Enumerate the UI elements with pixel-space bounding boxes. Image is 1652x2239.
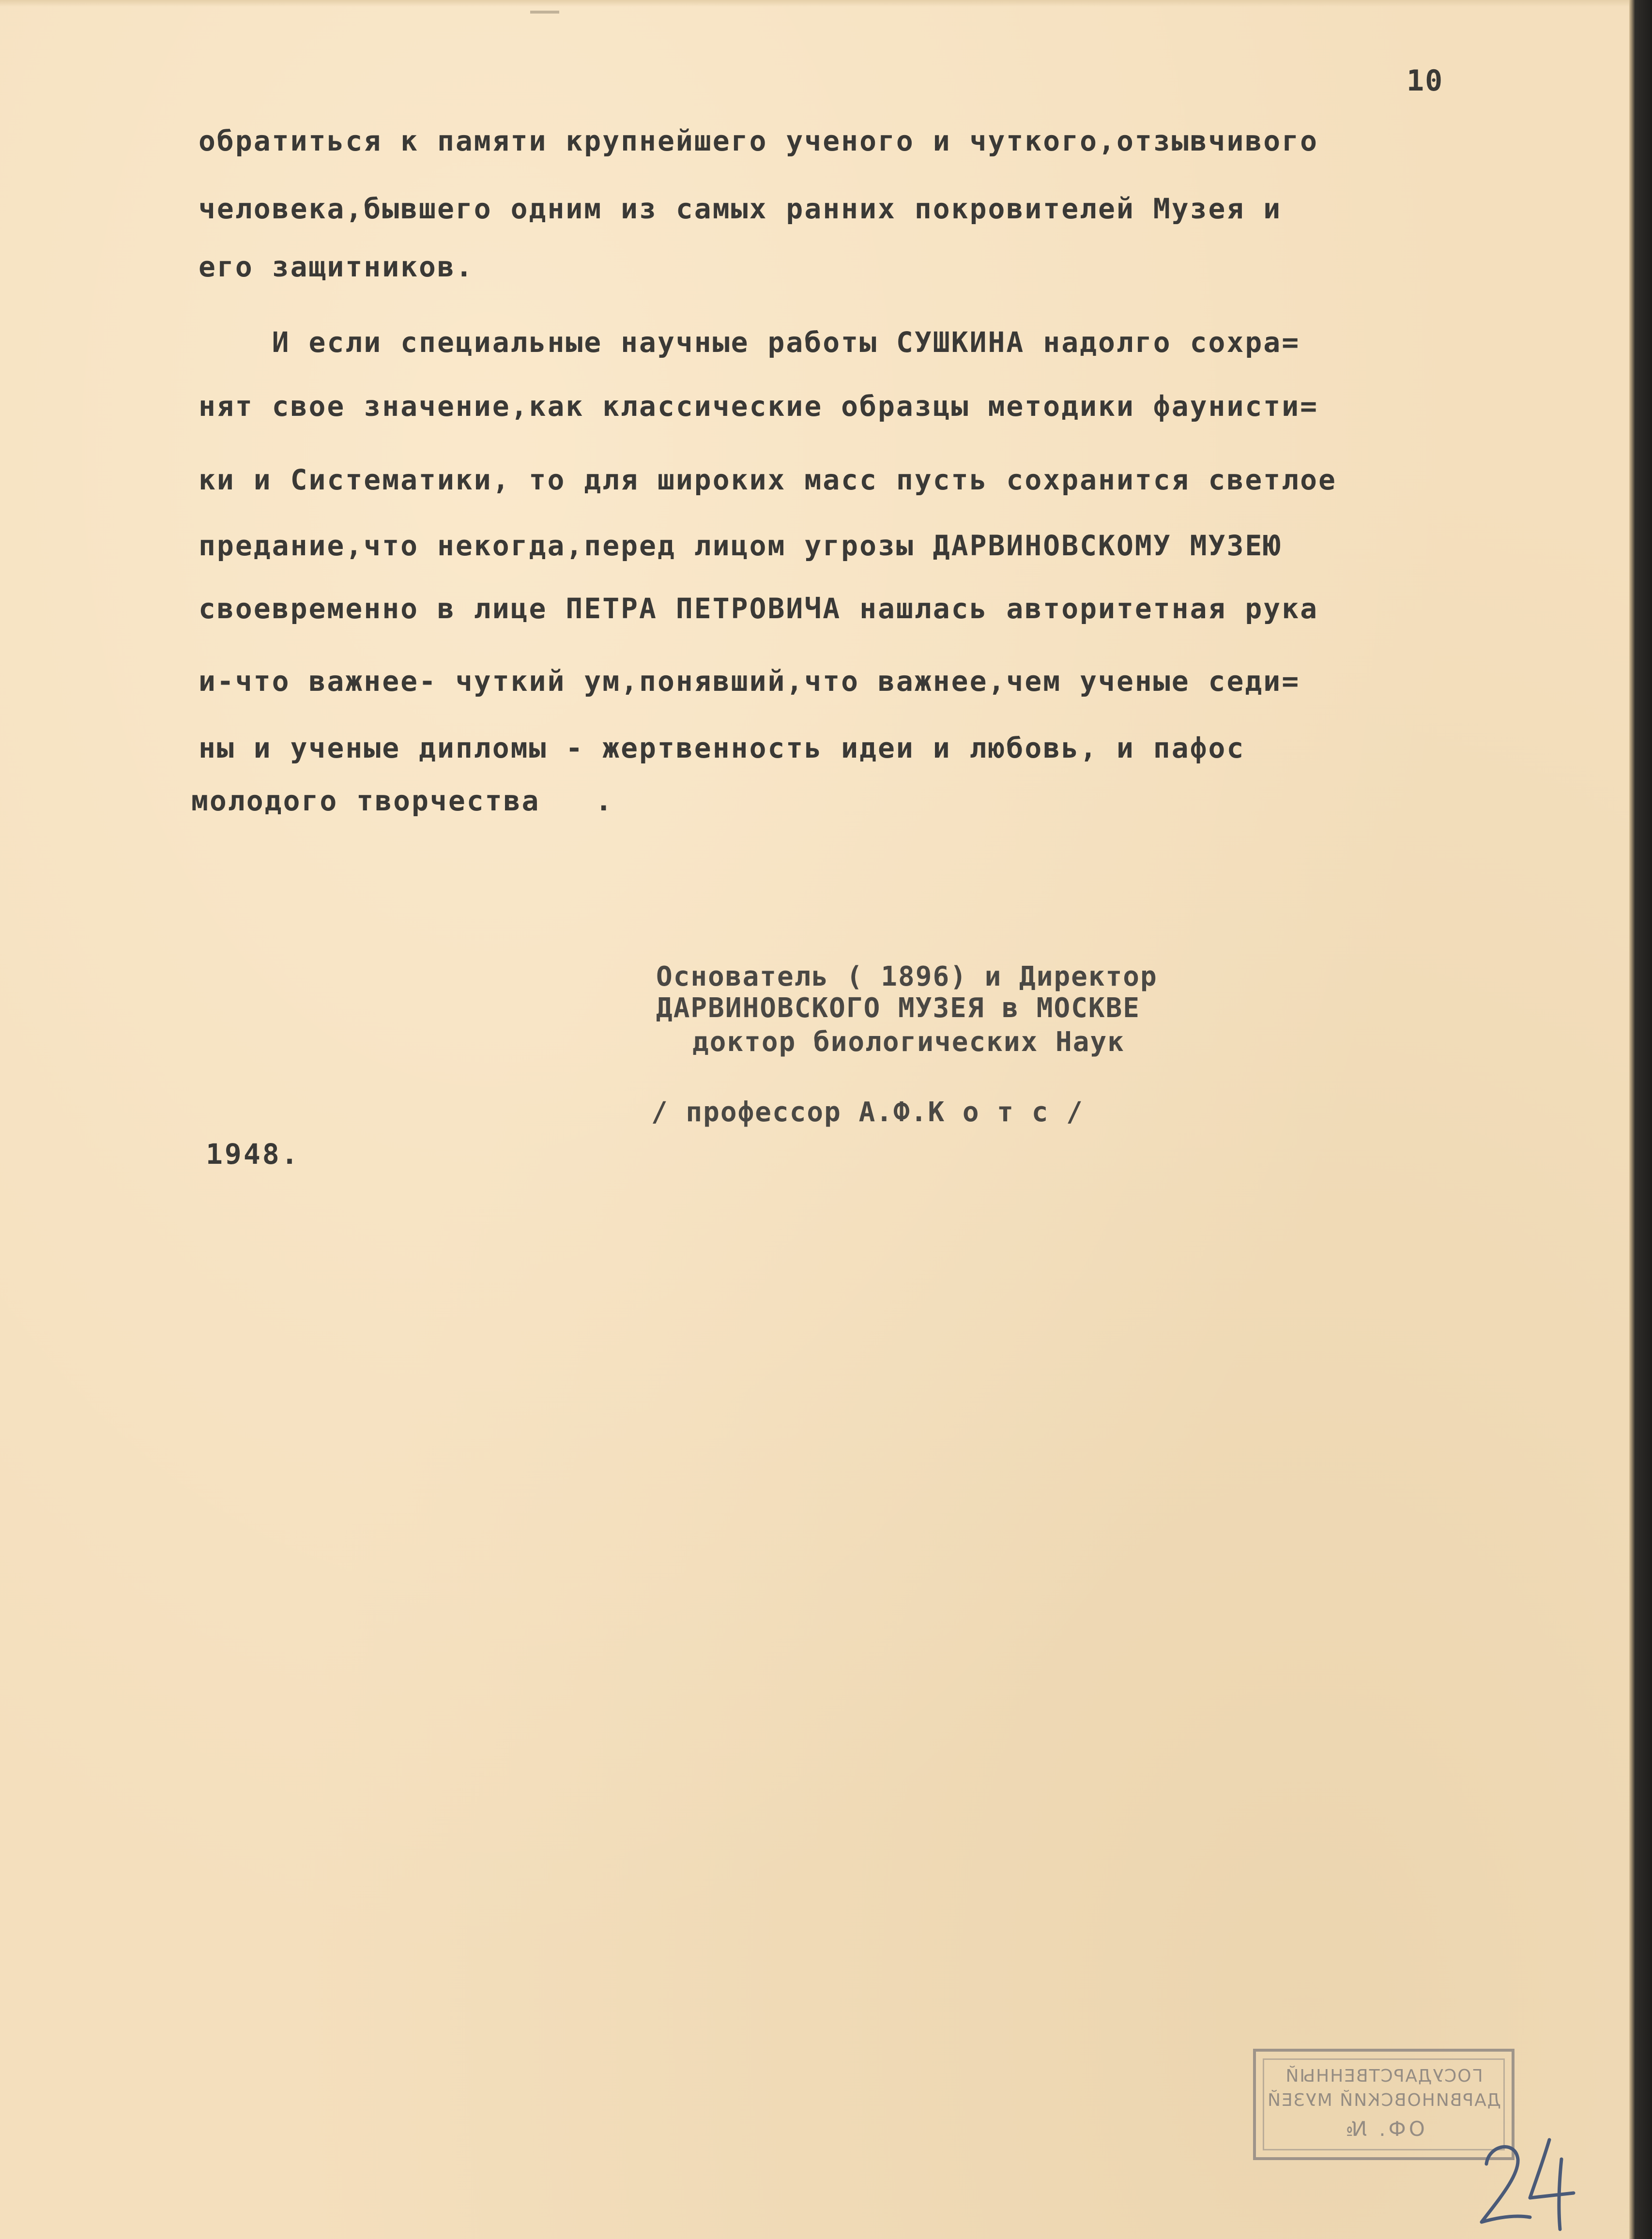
body-line: человека,бывшего одним из самых ранних покровителей Музея и: [199, 192, 1282, 225]
signature-name-line: / профессор А.Ф.К о т с /: [651, 1097, 1084, 1128]
signature-degree-line: доктор биологических Наук: [692, 1026, 1125, 1058]
stamp-line-1: ГОСУДАРСТВЕННЫЙ: [1285, 2066, 1483, 2086]
body-line: и-что важнее- чуткий ум,понявший,что важнее,чем ученые седи=: [199, 665, 1300, 698]
stamp-line-2: ДАРВИНОВСКИЙ МУЗЕЙ: [1267, 2090, 1501, 2110]
signature-museum-line: ДАРВИНОВСКОГО МУЗЕЯ в МОСКВЕ: [656, 992, 1141, 1024]
body-line: И если специальные научные работы СУШКИНА надолго сохра=: [199, 326, 1300, 359]
body-line: молодого творчества .: [191, 784, 614, 817]
scan-right-edge: [1629, 0, 1652, 2239]
pin-mark: [530, 11, 559, 14]
paper-top-edge: [0, 0, 1629, 7]
document-year: 1948.: [206, 1138, 300, 1171]
body-line: своевременно в лице ПЕТРА ПЕТРОВИЧА нашлась авторитетная рука: [199, 592, 1319, 625]
body-line: его защитников.: [199, 250, 474, 283]
body-line: предание,что некогда,перед лицом угрозы ДАРВИНОВСКОМУ МУЗЕЮ: [199, 529, 1282, 562]
archive-stamp: [1253, 2049, 1514, 2160]
body-line: ки и Систематики, то для широких масс пусть сохранится светлое: [199, 463, 1337, 496]
page-number: 10: [1407, 64, 1444, 98]
body-line: нят свое значение,как классические образцы методики фаунисти=: [199, 390, 1319, 423]
folio-number-handwritten: [1477, 2130, 1588, 2232]
stamp-line-3: ОФ. №: [1343, 2117, 1425, 2141]
body-line: обратиться к памяти крупнейшего ученого и чуткого,отзывчивого: [199, 124, 1319, 157]
body-line: ны и ученые дипломы - жертвенность идеи и любовь, и пафос: [199, 731, 1245, 764]
signature-title-line: Основатель ( 1896) и Директор: [656, 961, 1158, 992]
